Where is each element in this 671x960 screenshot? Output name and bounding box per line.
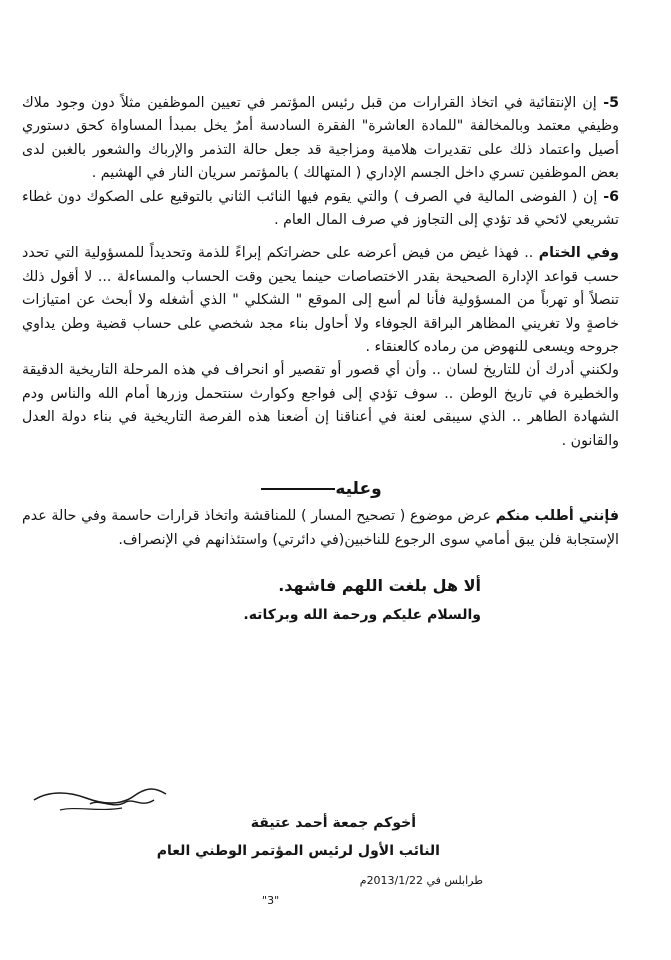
page-number: "3"	[262, 894, 280, 907]
place-and-date: طرابلس في 2013/1/22م	[359, 874, 483, 887]
regards-line: والسلام عليكم ورحمة الله وبركاته.	[243, 606, 481, 623]
paragraph-item-6	[22, 186, 619, 233]
section-heading	[22, 479, 619, 499]
paragraph-item-5	[22, 92, 619, 186]
signer-name: أخوكم جمعة أحمد عتيقة	[250, 815, 416, 831]
item-5-number: 5-	[596, 95, 620, 111]
item-5-text: إن الإنتقائية في اتخاذ القرارات من قبل رئيس المؤتمر في تعيين الموظفين مثلاً دون وجود ملاك وظيفي معتمد وبالمخالفة "للمادة العاشرة" الفقرة السادسة أمرٌ يخل بمبدأ المساواة كحق دستوري أصيل واعتماد ذلك على تقديرات هلامية ومزاجية قد جعل حالة التذمر والإرباك والشعور بالغبن لدى بعض الموظفين تسري داخل الجسم الإداري ( المتهالك ) بالمؤتمر سريان النار في الهشيم .	[22, 95, 619, 182]
conclusion-lead: وفي الختام	[538, 245, 619, 262]
closing-statement: ألا هل بلغت اللهم فاشهد.	[278, 575, 481, 595]
paragraph-conclusion	[22, 242, 619, 359]
paragraph-request	[22, 505, 619, 552]
signer-title: النائب الأول لرئيس المؤتمر الوطني العام	[156, 843, 440, 859]
item-6-number: 6-	[597, 188, 619, 205]
heading-text: وعليه	[335, 479, 382, 500]
item-6-text: إن ( الفوضى المالية في الصرف ) والتي يقوم فيها النائب الثاني بالتوقيع على الصكوك دون غطاء تشريعي لائحي قد تؤدي إلى التجاوز في صرف المال العام .	[22, 188, 619, 229]
request-lead: فإنني أطلب منكم	[495, 508, 619, 525]
paragraph-history: ولكنني أدرك أن للتاريخ لسان .. وأن أي قصور أو تقصير أو انحراف في هذه المرحلة التاريخية الدقيقة والخطيرة في تاريخ الوطن .. سوف تؤدي إلى فواجع وكوارث سنتحمل وزرها أمام الله والناس ودم الشهادة الطاهر .. الذي سيبقى لعنة في أعناقنا إن أضعنا هذه الفرصة التاريخية في بناء دولة العدل والقانون .	[22, 362, 619, 449]
handwritten-signature	[30, 780, 170, 820]
request-text: عرض موضوع ( تصحيح المسار ) للمناقشة واتخاذ قرارات حاسمة وفي حالة عدم الإستجابة فلن يبق أمامي سوى الرجوع للناخبين(في دائرتي) واستئذانهم في الإنصراف.	[22, 508, 619, 548]
heading-underline	[261, 488, 335, 490]
conclusion-text: .. فهذا غيض من فيض أعرضه على حضراتكم إبراءً للذمة وتحديداً للمسؤولية التي تحدد حسب قواعد الإدارة الصحيحة بقدر الاختصاصات حينما يحين وقت الحساب والمساءلة ... لا أقول ذلك تنصلاً أو تهرباً من المسؤولية فأنا لم أسع إلى الموقع " الشكلي " الذي أشغله ولا أبحث عن امتيازات خاصةٍ ولا تغريني المظاهر البراقة الجوفاء ولا أحاول بناء مجد شخصي على حساب قضية وطن يداوي جروحه ويسعى للنهوض من رماده كالعنقاء .	[22, 245, 619, 356]
